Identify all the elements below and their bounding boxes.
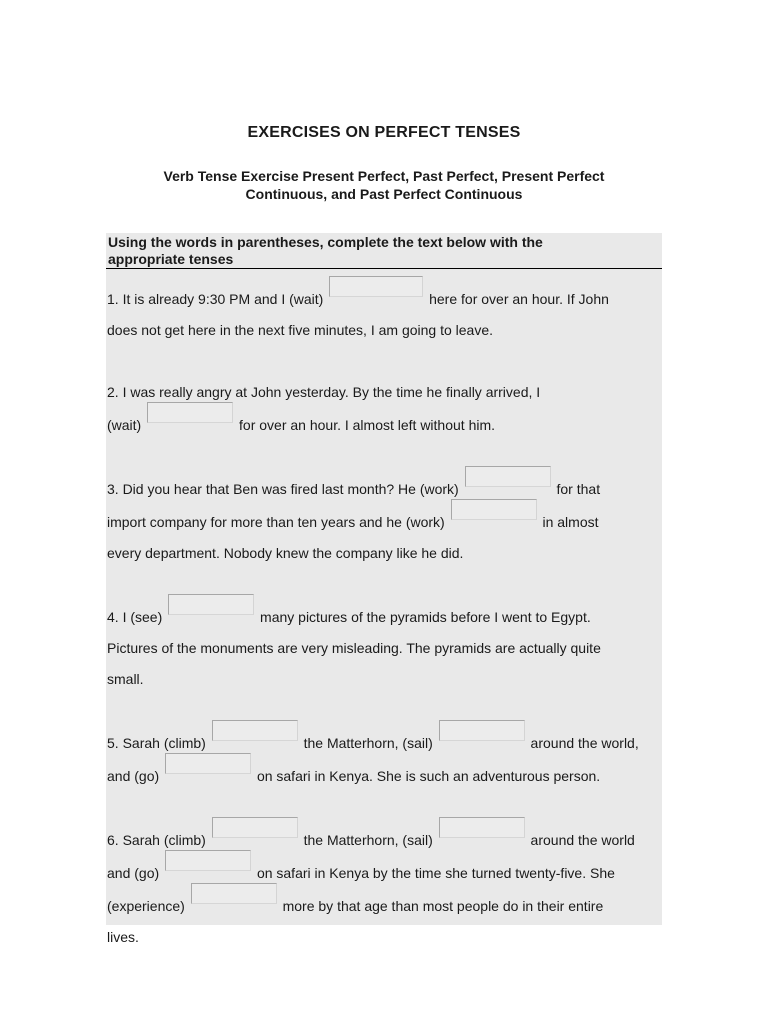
exercise-text: more by that age than most people do in their entire: [282, 898, 604, 914]
exercise-5: [107, 726, 663, 792]
exercise-3: [107, 472, 663, 569]
answer-input-5b[interactable]: [439, 720, 525, 741]
exercise-text: in almost: [542, 514, 599, 530]
exercise-text: Pictures of the monuments are very misleading. The pyramids are actually quite: [107, 640, 601, 656]
answer-input-1[interactable]: [329, 276, 423, 297]
exercise-text: 3. Did you hear that Ben was fired last month? He (work): [107, 481, 459, 497]
exercise-text: 4. I (see): [107, 609, 163, 625]
exercise-text: for over an hour. I almost left without him.: [239, 417, 496, 433]
exercise-text: (wait): [107, 417, 142, 433]
exercise-text: 2. I was really angry at John yesterday. By the time he finally arrived, I: [107, 384, 541, 400]
exercise-panel: [106, 233, 662, 945]
exercise-text: the Matterhorn, (sail): [303, 735, 433, 751]
answer-input-2[interactable]: [147, 402, 233, 423]
exercise-2: [107, 377, 663, 441]
exercise-text: around the world: [530, 832, 635, 848]
exercise-1: [107, 282, 663, 346]
answer-input-6a[interactable]: [212, 817, 298, 838]
answer-input-6b[interactable]: [439, 817, 525, 838]
exercise-4: [107, 600, 663, 695]
page-title: EXERCISES ON PERFECT TENSES: [247, 124, 521, 141]
exercise-text: and (go): [107, 865, 160, 881]
answer-input-3a[interactable]: [465, 466, 551, 487]
exercise-6: [107, 823, 663, 953]
exercise-text: here for over an hour. If John: [429, 291, 609, 307]
exercise-text: (experience): [107, 898, 185, 914]
exercise-text: and (go): [107, 768, 160, 784]
exercise-list: [107, 282, 663, 984]
exercise-text: every department. Nobody knew the company like he did.: [107, 545, 464, 561]
exercise-text: 5. Sarah (climb): [107, 735, 206, 751]
page-subtitle: Verb Tense Exercise Present Perfect, Past Perfect, Present Perfect Continuous, and Past Perfect Continuous: [163, 168, 605, 202]
answer-input-6c[interactable]: [165, 850, 251, 871]
exercise-text: around the world,: [530, 735, 639, 751]
answer-input-5c[interactable]: [165, 753, 251, 774]
exercise-text: import company for more than ten years and he (work): [107, 514, 445, 530]
exercise-text: 1. It is already 9:30 PM and I (wait): [107, 291, 324, 307]
exercise-text: small.: [107, 671, 144, 687]
exercise-text: on safari in Kenya by the time she turned twenty-five. She: [256, 865, 615, 881]
exercise-text: on safari in Kenya. She is such an adventurous person.: [256, 768, 601, 784]
instructions-heading: Using the words in parentheses, complete the text below with the appropriate tenses: [108, 234, 543, 267]
answer-input-4[interactable]: [168, 594, 254, 615]
exercise-text: 6. Sarah (climb): [107, 832, 206, 848]
answer-input-6d[interactable]: [191, 883, 277, 904]
exercise-text: for that: [556, 481, 601, 497]
answer-input-3b[interactable]: [451, 499, 537, 520]
divider-line: [106, 268, 662, 269]
exercise-text: does not get here in the next five minutes, I am going to leave.: [107, 322, 494, 338]
exercise-text: many pictures of the pyramids before I went to Egypt.: [260, 609, 591, 625]
exercise-text: lives.: [107, 929, 139, 945]
answer-input-5a[interactable]: [212, 720, 298, 741]
exercise-text: the Matterhorn, (sail): [303, 832, 433, 848]
